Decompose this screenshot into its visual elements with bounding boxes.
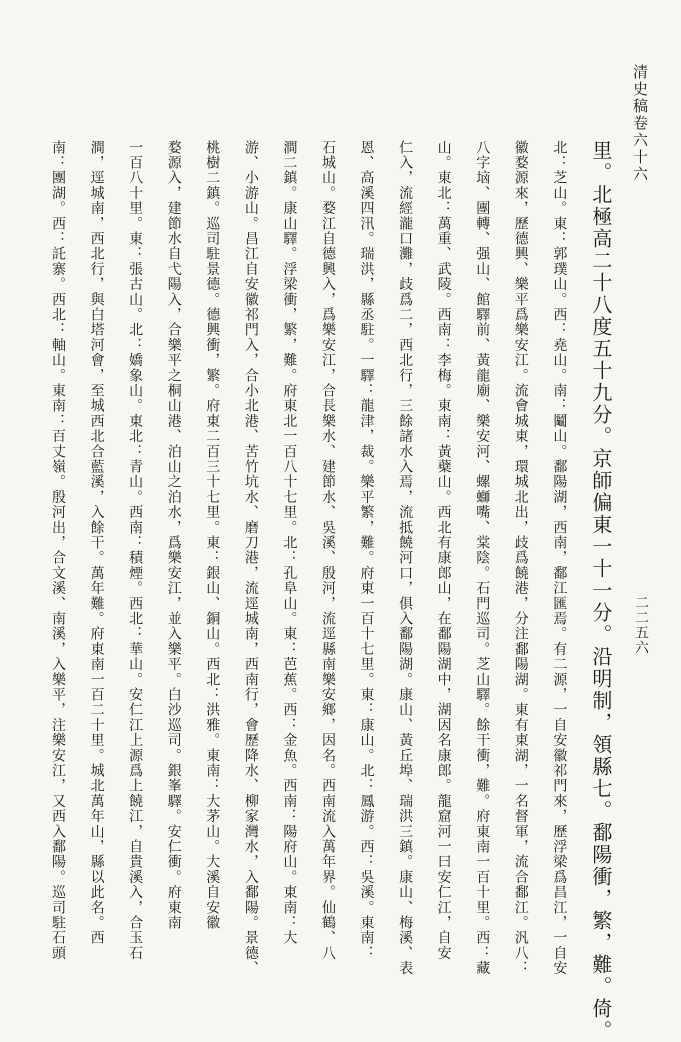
text-body bbox=[50, 140, 613, 1042]
text-column: 澗，逕城南，西北行，與白塔河會，至城西北合藍溪，入餘干。萬年難。府東南一百二十里。城北萬年山，縣以此名。西 bbox=[88, 140, 105, 946]
text-column: 一百八十里。東：張古山。北：嬌象山。東北：青山。西南：積煙。西北：華山。安仁江上源爲上饒江，自貴溪入，合玉石 bbox=[127, 140, 144, 961]
text-column: 澗二鎮。康山驛。浮梁衝，繁，難。府東北一百八十七里。北：孔阜山。東：芭蕉。西：金魚。西南：陽府山。東南：大 bbox=[281, 140, 298, 946]
text-column: 八字垴、團轉、强山、館驛前、黃龍廟、樂安河、螺螄嘴、棠陰。石門巡司。芝山驛。餘干衝，難。府東南一百十里。西：藏 bbox=[474, 140, 491, 976]
text-column: 婺源入，建節水自弋陽入，合樂平之桐山港、泊山之泊水，爲樂安江，並入樂平。白沙巡司。銀峯驛。安仁衝。府東南 bbox=[165, 140, 182, 931]
text-column: 里。北極高二十八度五十九分。京師偏東一十一分。沿明制，領縣七。鄱陽衝，繁，難。倚。 bbox=[588, 140, 613, 1042]
text-column: 石城山。婺江自德興入，爲樂安江，合長樂水、建節水、吳溪、殷河，流逕縣南樂安鄉，因名。西南流入萬年界。仙鶴、八 bbox=[319, 140, 336, 961]
text-column: 桃樹二鎮。巡司駐景德。德興衝，繁。府東二百三十七里。東：銀山、銅山。西北：洪雅。東南：大茅山。大溪自安徽 bbox=[204, 140, 221, 931]
text-column: 仁入，流經瀧口灘，歧爲二，西北行，三餘諸水入焉，流抵饒河口，俱入鄱陽湖。康山、黃丘埠、瑞洪三鎮。康山、梅溪、表 bbox=[397, 140, 414, 976]
text-column: 北：芝山。東：郭璞山。西：堯山。南：鬮山。鄱陽湖，西南，鄱江匯焉。有二源，一自安徽祁門來，歷浮梁爲昌江，一自安 bbox=[551, 140, 568, 976]
text-column: 恩、高溪四汛。瑞洪，縣丞駐。一驛：龍津，裁。樂平繁，難。府東一百十七里。東：康山。北：鳳游。西：吳溪。東南： bbox=[358, 140, 375, 961]
text-column: 山。東北：萬重、武陵。西南：李梅。東南：黃蘗山。西北有康郎山，在鄱陽湖中，湖因名康郎。龍窟河一曰安仁江，自安 bbox=[435, 140, 452, 961]
text-column: 徽婺源來，歷德興、樂平爲樂安江。流會城東，環城北出，歧爲饒港，分注鄱陽湖。東有東湖，一名督軍，流合鄱江。汎八： bbox=[512, 140, 529, 976]
page-number: 二二五六 bbox=[633, 595, 649, 655]
text-column: 游、小游山。昌江自安徽祁門入，合小北港、苦竹坑水、磨刀港，流逕城南，西南行，會歷降水、柳家灣水，入鄱陽。景德、 bbox=[242, 140, 259, 976]
running-head: 清史稿卷六十六 bbox=[631, 64, 649, 183]
text-column: 南：團湖。西：託寨。西北：軸山。東南：百丈嶺。殷河出，合文溪、南溪，入樂平，注樂安江，又西入鄱陽。巡司駐石頭 bbox=[50, 140, 66, 961]
